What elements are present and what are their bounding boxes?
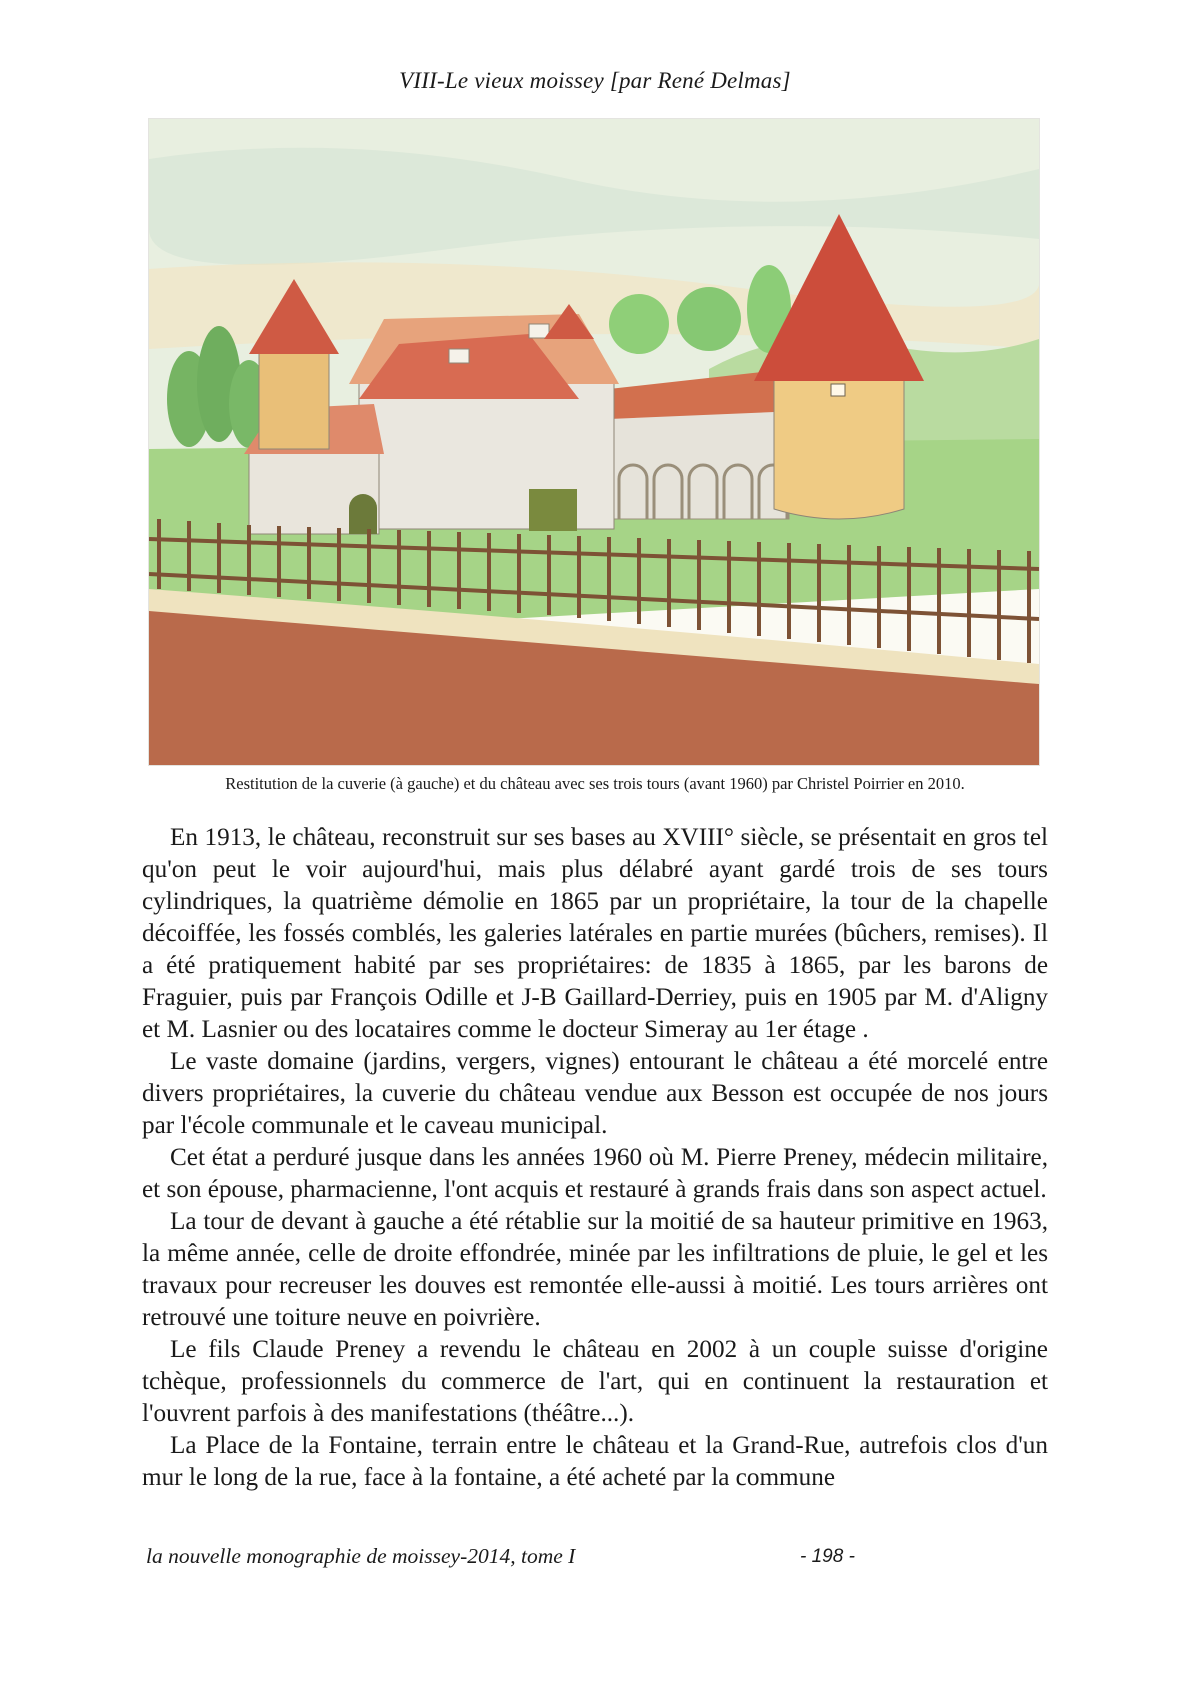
paragraph: En 1913, le château, reconstruit sur ses bases au XVIII° siècle, se présentait en gros tel qu'on peut le voir aujourd'hui, mais plus délabré ayant gardé trois de ses tours cylindriques, la quatrième démolie en 1865 par un propriétaire, la tour de la chapelle décoiffée, les fossés comblés, les galeries latérales en partie murées (bûchers, remises). Il a été pratiquement habité par ses propriétaires: de 1835 à 1865, par les barons de Fraguier, puis par François Odille et J-B Gaillard-Derriey, puis en 1905 par M. d'Aligny et M. Lasnier ou des locataires comme le docteur Simeray au 1er étage . xyxy=(142,824,1048,1043)
watercolor-castle-illustration xyxy=(149,119,1039,765)
cuverie-door xyxy=(349,494,377,534)
castle-illustration xyxy=(148,118,1040,766)
page-number: - 198 - xyxy=(800,1546,855,1567)
tree xyxy=(609,294,669,354)
left-tower xyxy=(259,349,329,449)
paragraph: Le vaste domaine (jardins, vergers, vignes) entourant le château a été morcelé entre divers propriétaires, la cuverie du château vendue aux Besson est occupée de nos jours par l'école communale et le caveau municipal. xyxy=(142,1048,1048,1139)
footer-book-title: la nouvelle monographie de moissey-2014, tome I xyxy=(146,1544,576,1568)
ploughed-field xyxy=(149,599,1039,765)
figure-caption: Restitution de la cuverie (à gauche) et du château avec ses trois tours (avant 1960) par Christel Poirrier en 2010. xyxy=(225,774,965,793)
door xyxy=(529,489,577,531)
paragraph: Le fils Claude Preney a revendu le château en 2002 à un couple suisse d'origine tchèque, professionnels du commerce de l'art, qui en continuent la restauration et l'ouvrent parfois à des manifestations (théâtre...). xyxy=(142,1336,1048,1427)
chimney xyxy=(449,349,469,363)
tree xyxy=(677,287,741,351)
paragraph: La Place de la Fontaine, terrain entre le château et la Grand-Rue, autrefois clos d'un mur le long de la rue, face à la fontaine, a été acheté par la commune xyxy=(142,1432,1048,1491)
chimney xyxy=(529,324,549,338)
running-title: VIII-Le vieux moissey [par René Delmas] xyxy=(399,68,791,93)
paragraph: La tour de devant à gauche a été rétablie sur la moitié de sa hauteur primitive en 1963, la même année, celle de droite effondrée, minée par les infiltrations de pluie, le gel et les travaux pour recreuser les douves est remontée elle-aussi à moitié. Les tours arrières ont retrouvé une toiture neuve en poivrière. xyxy=(142,1208,1048,1331)
tower-window xyxy=(831,384,845,396)
body-text xyxy=(142,822,1048,1494)
paragraph: Cet état a perduré jusque dans les années 1960 où M. Pierre Preney, médecin militaire, et son épouse, pharmacienne, l'ont acquis et restauré à grands frais dans son aspect actuel. xyxy=(142,1144,1048,1203)
